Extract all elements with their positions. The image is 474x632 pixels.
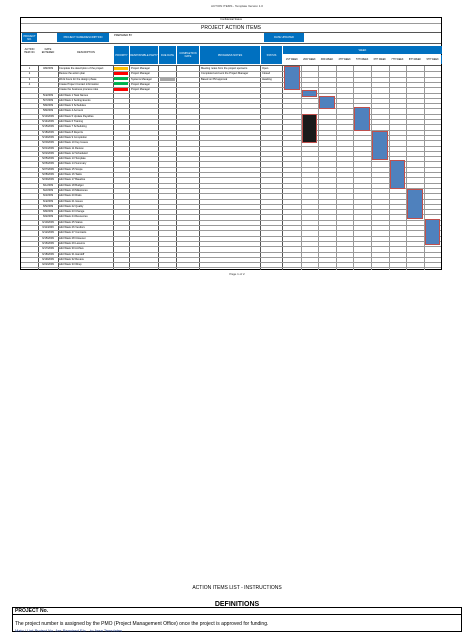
row-description: Review the action plan xyxy=(59,72,86,76)
row-responsible: Systems Manager xyxy=(131,77,152,81)
row-description: Add Week 12 Scheduled xyxy=(59,151,88,155)
row-description: Add Week 7 Scheduling xyxy=(59,125,87,129)
row-description: Add Week 29 Lessons xyxy=(59,241,85,245)
week-header: 9TH WEEK xyxy=(424,55,442,64)
row-responsible: Project Manager xyxy=(131,72,151,76)
row-description: Add Week 17 Baseline xyxy=(59,178,86,182)
row-description: Add Week 23 Change xyxy=(59,210,85,214)
gantt-bar xyxy=(302,90,318,96)
row-responsible: Project Manager xyxy=(131,88,151,92)
column-divider xyxy=(260,66,261,270)
row-responsible: Project Manager xyxy=(131,67,151,70)
sheet-title: PROJECT ACTION ITEMS xyxy=(201,25,261,31)
row-date: 5/14/2009 xyxy=(42,120,54,123)
row-description: Add Week 1 Task Names xyxy=(59,93,89,97)
row-date: 6/18/2009 xyxy=(42,252,54,256)
week-header: 2ND WEEK xyxy=(301,55,319,64)
row-description: Add Week 11 Review xyxy=(59,146,84,150)
row-description: Add Week 15 Scope xyxy=(59,167,83,171)
col-due-date: DUE DATE xyxy=(159,46,176,64)
row-item-no: 1 xyxy=(28,67,31,70)
week-header: 6TH WEEK xyxy=(371,55,389,64)
row-date: 5/21/2009 xyxy=(42,146,54,150)
row-description: Add Week 30 Archive xyxy=(59,247,84,251)
column-divider xyxy=(199,66,200,270)
gantt-bar xyxy=(407,189,423,219)
row-date: 6/1/2009 xyxy=(42,183,54,187)
instructions-title: ACTION ITEMS LIST - INSTRUCTIONS xyxy=(192,585,282,591)
row-date: 5/8/2009 xyxy=(42,104,54,108)
row-description: Add Week 2 Setting Events xyxy=(59,98,91,102)
definitions-title: DEFINITIONS xyxy=(214,601,260,608)
row-date: 6/19/2009 xyxy=(42,257,54,261)
col-status: STATUS xyxy=(261,46,282,64)
row-item-no: 3 xyxy=(28,77,31,81)
header-rule xyxy=(21,65,441,66)
definitions-box xyxy=(12,607,462,632)
column-divider xyxy=(176,66,177,270)
document-header-title: ACTION ITEMS - Template Version 1.0 xyxy=(211,4,263,8)
row-description: Add Week 25 Status xyxy=(59,220,83,224)
row-date: 5/28/2009 xyxy=(42,173,54,176)
col-item-no: ACTION ITEM NO. xyxy=(23,48,36,54)
week-divider xyxy=(353,66,354,270)
row-description: Add Week 3 Schedules xyxy=(59,104,86,108)
week-header: 8TH WEEK xyxy=(406,55,424,64)
row-description: Add Week 21 Issues xyxy=(59,199,83,203)
template-link[interactable]: Main / Lint Project No. Are Required Etc. . to Area Templates xyxy=(15,628,123,632)
date-updated-label: DATE UPDATED xyxy=(264,33,304,42)
row-date: 6/9/2009 xyxy=(42,215,54,219)
row-status: Awaiting xyxy=(262,77,272,81)
week-header: 4TH WEEK xyxy=(336,55,354,64)
row-description: Add Week 20 Risks xyxy=(59,194,82,198)
row-description: Add Week 19 Milestones xyxy=(59,188,88,192)
project-no-term: PROJECT No. xyxy=(15,608,49,614)
row-description: Add Week 31 Handoff xyxy=(59,252,85,256)
gantt-bar xyxy=(354,107,370,131)
row-description: Add Week 27 Contracts xyxy=(59,231,87,235)
row-description: Add Week 33 Wrap xyxy=(59,263,82,267)
row-date: 5/8/2009 xyxy=(42,109,54,113)
confidential-label: Confidential Status xyxy=(220,18,242,21)
row-description: Add Week 6 Training xyxy=(59,120,84,123)
row-date: 5/13/2009 xyxy=(42,114,54,118)
top-rule xyxy=(21,23,441,24)
week-divider xyxy=(336,66,337,270)
col-description: DESCRIPTION xyxy=(77,51,95,54)
row-description: Add Week 13 Template xyxy=(59,157,86,161)
priority-indicator xyxy=(114,67,128,70)
row-date: 5/25/2009 xyxy=(42,157,54,161)
page-number: Page 1 of 2 xyxy=(229,272,245,276)
row-date: 5/19/2009 xyxy=(42,135,54,139)
row-description: Add Week 22 Quality xyxy=(59,204,84,208)
column-divider xyxy=(113,66,114,270)
row-description: Add Week 28 Closeout xyxy=(59,236,86,240)
row-date: 6/2/2009 xyxy=(42,188,54,192)
project-no-definition: The project number is assigned by the PMO (Project Management Office) once the project is approved for funding. xyxy=(15,621,269,627)
row-status: Open xyxy=(262,67,269,70)
row-date: 6/3/2009 xyxy=(42,194,54,198)
col-week-group: WEEK xyxy=(283,46,442,54)
row-date: 5/18/2009 xyxy=(42,130,54,134)
row-date: 5/4/2009 xyxy=(42,93,54,97)
week-header: 1ST WEEK xyxy=(283,55,301,64)
row-description: Add Week 18 Budget xyxy=(59,183,84,187)
row-description: Add Week 5 Update Payables xyxy=(59,114,94,118)
row-date: 5/26/2009 xyxy=(42,162,54,166)
row-description: Add Week 24 Resources xyxy=(59,215,88,219)
week-divider xyxy=(371,66,372,270)
project-no-label: PROJECT NO. xyxy=(23,34,36,41)
row-date: 6/15/2009 xyxy=(42,236,54,240)
gantt-bar xyxy=(390,160,406,189)
gantt-bar-highlight xyxy=(302,114,318,144)
row-progress-notes: Completed and sent the Project Manager xyxy=(201,72,249,76)
row-description: Add Week 14 Summary xyxy=(59,162,87,166)
row-date: 6/17/2009 xyxy=(42,247,54,251)
row-date: 6/22/2009 xyxy=(42,263,54,267)
week-header: 7TH WEEK xyxy=(389,55,407,64)
row-date: 6/8/2009 xyxy=(42,210,54,214)
row-description: Add Week 26 Vendors xyxy=(59,226,85,229)
week-header: 3RD WEEK xyxy=(318,55,336,64)
row-description: Add Week 32 Review xyxy=(59,257,84,261)
gantt-bar xyxy=(319,96,335,109)
row-date: 5/27/2009 xyxy=(42,167,54,171)
row-progress-notes: Meeting notes from the project sponsors xyxy=(201,67,248,70)
col-progress-notes: PROGRESS NOTES xyxy=(200,46,260,64)
gantt-bar xyxy=(425,219,441,246)
row-status: Closed xyxy=(262,72,271,76)
priority-indicator xyxy=(114,77,128,80)
row-date: 6/5/2009 xyxy=(42,204,54,208)
row-date: 6/16/2009 xyxy=(42,241,54,245)
row-description: Add Week 9 Completion xyxy=(59,135,87,139)
row-responsible: Project Manager xyxy=(131,82,151,86)
col-date-entered: DATE ENTERED xyxy=(41,48,55,54)
week-divider xyxy=(406,66,407,270)
meta-rule xyxy=(21,43,441,44)
gantt-bar xyxy=(372,131,388,161)
row-description: Add Week 10 Key Issues xyxy=(59,141,88,145)
gantt-bar xyxy=(284,66,300,90)
row-date: 6/4/2009 xyxy=(42,199,54,203)
col-responsible: RESPONSIBLE PARTY xyxy=(130,46,158,64)
project-name-label: PROJECT NAME/DESCRIPTION xyxy=(57,33,109,42)
column-divider xyxy=(158,66,159,270)
action-items-sheet xyxy=(20,17,442,270)
row-date: 5/15/2009 xyxy=(42,125,54,129)
priority-indicator xyxy=(114,88,128,91)
row-description: Complete the description of the project xyxy=(59,67,104,70)
row-description: Add Week 16 Tasks xyxy=(59,173,82,176)
row-divider xyxy=(21,267,441,268)
row-description: Add Week 8 Reports xyxy=(59,130,83,134)
row-date: 5/20/2009 xyxy=(42,141,54,145)
row-item-no: 4 xyxy=(28,82,31,86)
prepared-by-label: PREPARED BY xyxy=(114,34,133,37)
row-description: Create the business process roles xyxy=(59,88,99,92)
week-header: 5TH WEEK xyxy=(353,55,371,64)
row-date: 5/22/2009 xyxy=(42,151,54,155)
row-description: Work hours for the design phase xyxy=(59,77,97,81)
row-description: Add Week 4 Account xyxy=(59,109,84,113)
row-description: Create Project Contact information xyxy=(59,82,99,86)
column-divider xyxy=(282,66,283,270)
col-priority: PRIORITY xyxy=(114,46,129,64)
row-date: 6/12/2009 xyxy=(42,231,54,235)
priority-indicator xyxy=(114,82,128,85)
row-item-no: 2 xyxy=(28,72,31,76)
row-date: 6/10/2009 xyxy=(42,220,54,224)
column-divider xyxy=(129,66,130,270)
row-date: 4/8/2009 xyxy=(42,67,54,70)
row-progress-notes: Based on PM approval xyxy=(201,77,228,81)
row-date: 6/11/2009 xyxy=(42,226,54,229)
due-date-shade xyxy=(160,77,175,81)
definitions-rule xyxy=(13,614,461,615)
row-date: 5/29/2009 xyxy=(42,178,54,182)
row-date: 5/7/2009 xyxy=(42,98,54,102)
priority-indicator xyxy=(114,72,128,75)
col-completion: COMPLETION DATE xyxy=(177,46,199,64)
